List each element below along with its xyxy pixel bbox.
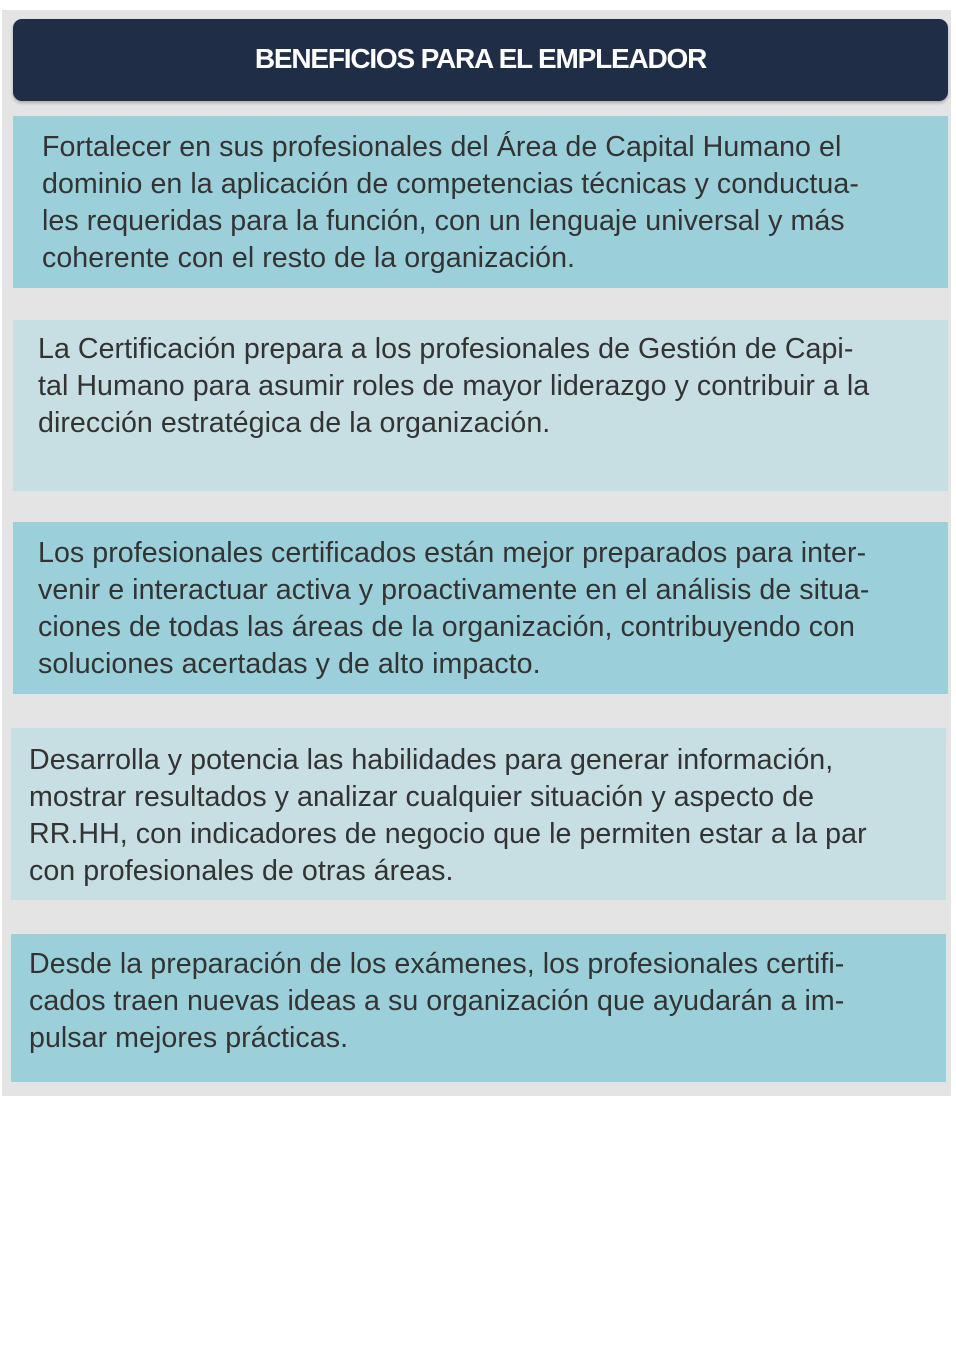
benefit-card-2 xyxy=(13,320,948,491)
benefit-card-5 xyxy=(11,934,946,1082)
benefit-text xyxy=(42,129,938,277)
benefit-line: dominio en la aplicación de competencias técnicas y conductua- xyxy=(42,168,859,200)
section-header xyxy=(13,19,948,101)
benefit-line: RR.HH, con indicadores de negocio que le permiten estar a la par xyxy=(29,818,867,850)
benefit-line: pulsar mejores prácticas. xyxy=(29,1022,349,1054)
benefit-card-1 xyxy=(13,116,948,288)
benefit-card-3 xyxy=(13,522,948,694)
benefit-text xyxy=(38,331,938,442)
benefit-line: Fortalecer en sus profesionales del Área de Capital Humano el xyxy=(42,131,842,163)
section-title: BENEFICIOS PARA EL EMPLEADOR xyxy=(254,43,707,74)
benefit-line: La Certificación prepara a los profesionales de Gestión de Capi- xyxy=(38,333,854,365)
benefit-line: soluciones acertadas y de alto impacto. xyxy=(38,648,541,680)
benefit-line: coherente con el resto de la organización. xyxy=(42,242,576,274)
benefit-line: les requeridas para la función, con un lenguaje universal y más xyxy=(42,205,845,237)
benefit-line: Los profesionales certificados están mejor preparados para inter- xyxy=(38,537,867,569)
benefit-line: cados traen nuevas ideas a su organización que ayudarán a im- xyxy=(29,985,845,1017)
benefit-text xyxy=(29,742,936,890)
benefit-line: dirección estratégica de la organización. xyxy=(38,407,551,439)
benefit-line: con profesionales de otras áreas. xyxy=(29,855,454,887)
benefit-card-4 xyxy=(11,728,946,900)
benefit-line: tal Humano para asumir roles de mayor liderazgo y contribuir a la xyxy=(38,370,870,402)
benefit-text xyxy=(38,535,938,683)
benefit-line: venir e interactuar activa y proactivamente en el análisis de situa- xyxy=(38,574,870,606)
benefit-line: mostrar resultados y analizar cualquier situación y aspecto de xyxy=(29,781,815,813)
benefit-line: Desarrolla y potencia las habilidades para generar información, xyxy=(29,744,834,776)
benefit-line: Desde la preparación de los exámenes, los profesionales certifi- xyxy=(29,948,845,980)
benefit-line: ciones de todas las áreas de la organización, contribuyendo con xyxy=(38,611,856,643)
benefit-text xyxy=(29,946,936,1057)
